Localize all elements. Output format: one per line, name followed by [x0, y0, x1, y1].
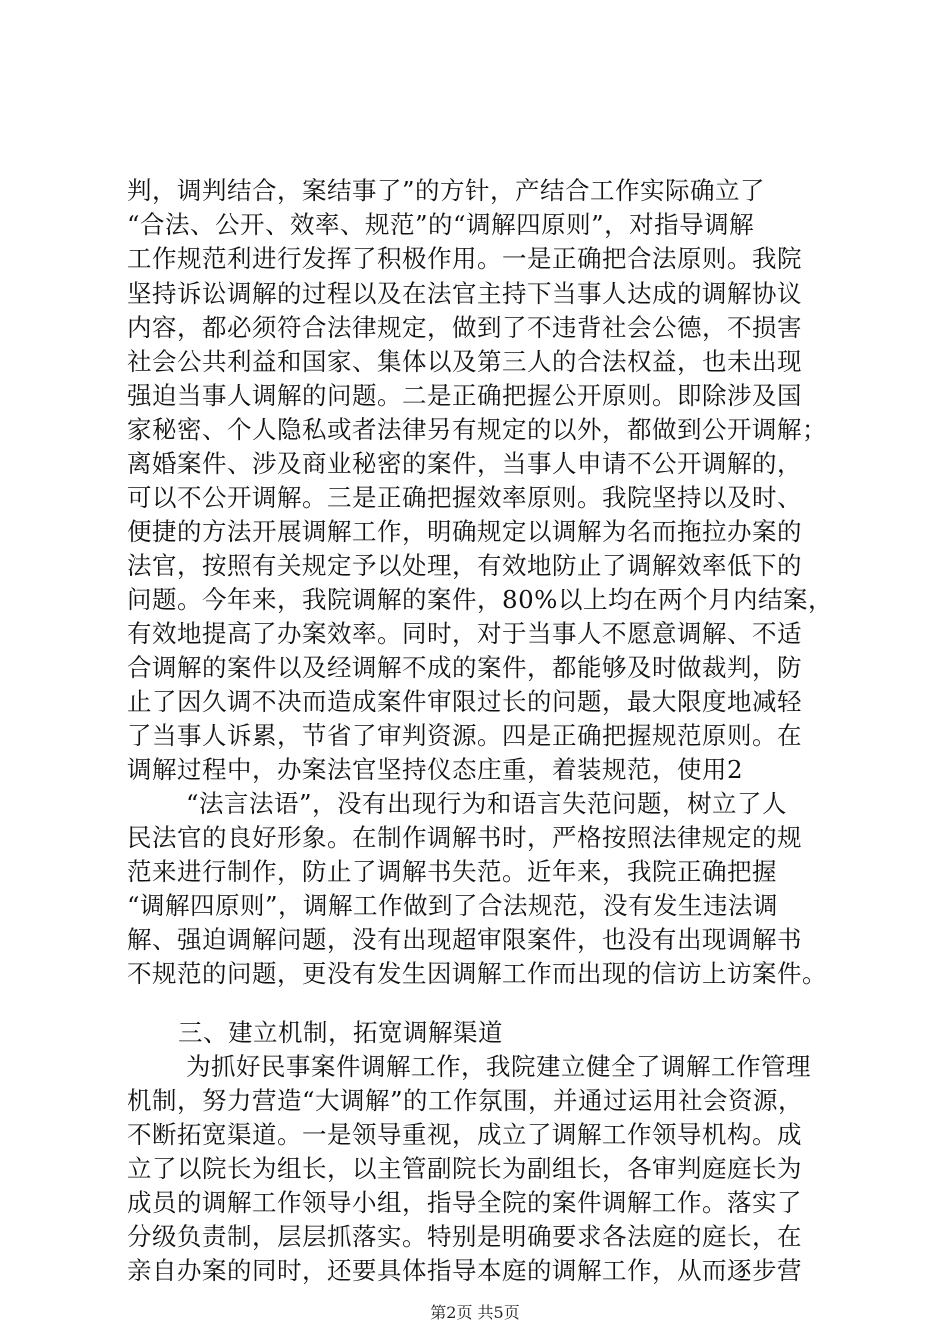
text-line: 坚持诉讼调解的过程以及在法官主持下当事人达成的调解协议	[127, 279, 802, 308]
text-line: 社会公共利益和国家、集体以及第三人的合法权益，也未出现	[127, 347, 802, 376]
text-line: 可以不公开调解。三是正确把握效率原则。我院坚持以及时、	[127, 483, 802, 512]
text-line: 解、强迫调解问题，没有出现超审限案件，也没有出现调解书	[127, 925, 802, 954]
text-line: 问题。今年来，我院调解的案件，80%以上均在两个月内结案，	[127, 585, 833, 614]
text-line: “调解四原则”，调解工作做到了合法规范，没有发生违法调	[127, 891, 779, 920]
text-line: 为抓好民事案件调解工作，我院建立健全了调解工作管理	[186, 1052, 811, 1081]
text-line: 止了因久调不决而造成案件审限过长的问题，最大限度地减轻	[127, 687, 802, 716]
text-line: 便捷的方法开展调解工作，明确规定以调解为名而拖拉办案的	[127, 517, 802, 546]
text-line: 范来进行制作，防止了调解书失范。近年来，我院正确把握	[127, 857, 777, 886]
text-line: 民法官的良好形象。在制作调解书时，严格按照法律规定的规	[127, 823, 802, 852]
text-line: 不规范的问题，更没有发生因调解工作而出现的信访上访案件。	[127, 959, 827, 988]
text-line: 离婚案件、涉及商业秘密的案件，当事人申请不公开调解的，	[127, 449, 802, 478]
text-line: 不断拓宽渠道。一是领导重视，成立了调解工作领导机构。成	[127, 1120, 802, 1149]
text-line: “法言法语”，没有出现行为和语言失范问题，树立了人	[186, 789, 788, 818]
text-line: 机制，努力营造“大调解”的工作氛围，并通过运用社会资源，	[127, 1086, 804, 1115]
text-line: 分级负责制，层层抓落实。特别是明确要求各法庭的庭长，在	[127, 1222, 802, 1251]
text-line: 成员的调解工作领导小组，指导全院的案件调解工作。落实了	[127, 1188, 802, 1217]
text-line: 判，调判结合，案结事了”的方针，产结合工作实际确立了	[127, 176, 766, 205]
text-line: 工作规范利进行发挥了积极作用。一是正确把合法原则。我院	[127, 244, 802, 273]
text-line: 法官，按照有关规定予以处理，有效地防止了调解效率低下的	[127, 551, 802, 580]
text-line: 家秘密、个人隐私或者法律另有规定的以外，都做到公开调解；	[127, 415, 827, 444]
text-line: 了当事人诉累，节省了审判资源。四是正确把握规范原则。在	[127, 721, 802, 750]
text-line: 内容，都必须符合法律规定，做到了不违背社会公德，不损害	[127, 313, 802, 342]
page-footer: 第2页 共5页	[430, 1303, 520, 1322]
text-line: 亲自办案的同时，还要具体指导本庭的调解工作，从而逐步营	[127, 1256, 802, 1285]
text-line: 立了以院长为组长，以主管副院长为副组长，各审判庭庭长为	[127, 1154, 802, 1183]
text-line: 强迫当事人调解的问题。二是正确把握公开原则。即除涉及国	[127, 381, 802, 410]
section-heading: 三、建立机制，拓宽调解渠道	[178, 1018, 503, 1047]
text-line: “合法、公开、效率、规范”的“调解四原则”，对指导调解	[127, 210, 755, 239]
text-line: 调解过程中，办案法官坚持仪态庄重，着装规范，使用2	[127, 755, 744, 784]
text-line: 有效地提高了办案效率。同时，对于当事人不愿意调解、不适	[127, 619, 802, 648]
text-line: 合调解的案件以及经调解不成的案件，都能够及时做裁判，防	[127, 653, 802, 682]
